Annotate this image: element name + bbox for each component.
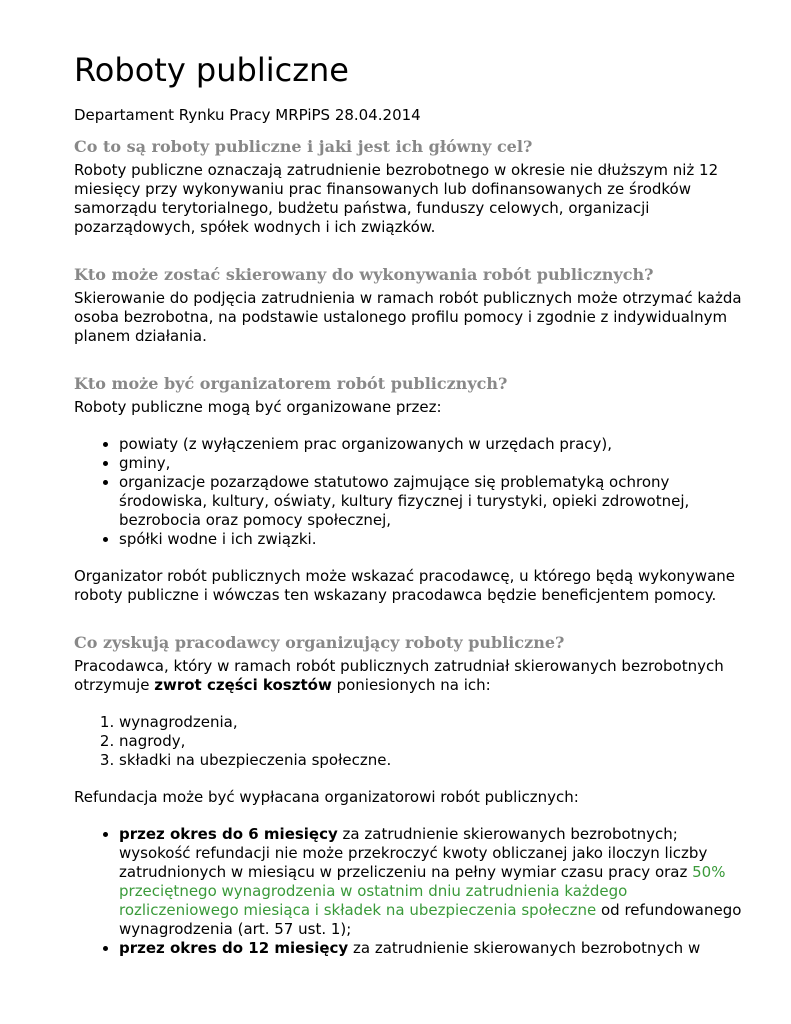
list-item bbox=[119, 825, 751, 939]
section-heading: Co zyskują pracodawcy organizujący roboty publiczne? bbox=[74, 633, 565, 652]
section-heading: Co to są roboty publiczne i jaki jest ich główny cel? bbox=[74, 137, 533, 156]
list-item bbox=[119, 939, 751, 958]
page-title: Roboty publiczne bbox=[74, 51, 349, 89]
bold-text: przez okres do 12 miesięcy bbox=[119, 939, 349, 957]
section-heading: Kto może zostać skierowany do wykonywania robót publicznych? bbox=[74, 265, 654, 284]
section-paragraph: Organizator robót publicznych może wskazać pracodawcę, u którego będą wykonywane roboty publiczne i wówczas ten wskazany pracodawca będzie beneficjentem pomocy. bbox=[74, 567, 736, 604]
list-item: • organizacje pozarządowe statutowo zajmujące się problematyką ochrony środowiska, kultury, oświaty, kultury fizycznej i turystyki, opieki zdrowotnej, bezrobocia oraz pomocy społecznej, bbox=[119, 473, 751, 530]
section-paragraph: Refundacja może być wypłacana organizatorowi robót publicznych: bbox=[74, 788, 579, 806]
list-item: • spółki wodne i ich związki. bbox=[119, 530, 751, 549]
section-paragraph: Roboty publiczne oznaczają zatrudnienie bezrobotnego w okresie nie dłuższym niż 12 miesięcy przy wykonywaniu prac finansowanych lub dofinansowanych ze środków samorządu terytorialnego, budżetu państwa, funduszy celowych, organizacji pozarządowych, spółek wodnych i ich związków. bbox=[74, 161, 719, 236]
bold-text: przez okres do 6 miesięcy bbox=[119, 825, 338, 843]
section-heading: Kto może być organizatorem robót publicznych? bbox=[74, 374, 508, 393]
text-run: za zatrudnienie skierowanych bezrobotnych w bbox=[348, 939, 701, 957]
costs-list bbox=[74, 713, 751, 770]
department-line: Departament Rynku Pracy MRPiPS 28.04.2014 bbox=[74, 106, 421, 124]
list-item: • powiaty (z wyłączeniem prac organizowanych w urzędach pracy), bbox=[119, 435, 751, 454]
section-paragraph: Roboty publiczne mogą być organizowane przez: bbox=[74, 398, 442, 416]
refund-list bbox=[74, 825, 751, 958]
list-item: 1. wynagrodzenia, bbox=[119, 713, 751, 732]
text-run: Pracodawca, który w ramach robót publicznych zatrudniał skierowanych bezrobotnych otrzymuje bbox=[74, 657, 724, 694]
section-paragraph: Skierowanie do podjęcia zatrudnienia w ramach robót publicznych może otrzymać każda osoba bezrobotna, na podstawie ustalonego profilu pomocy i zgodnie z indywidualnym planem działania. bbox=[74, 289, 742, 345]
organizers-list bbox=[74, 435, 751, 549]
list-item: 2. nagrody, bbox=[119, 732, 751, 751]
text-run: poniesionych na ich: bbox=[331, 676, 491, 694]
highlighted-text: 50% przeciętnego wynagrodzenia w ostatnim dniu zatrudnienia każdego rozliczeniowego miesiąca i składek na ubezpieczenia społeczne bbox=[119, 863, 726, 919]
bold-text: zwrot części kosztów bbox=[154, 676, 332, 694]
list-item: 3. składki na ubezpieczenia społeczne. bbox=[119, 751, 751, 770]
section-paragraph bbox=[74, 657, 751, 695]
text-run: za zatrudnienie skierowanych bezrobotnych; wysokość refundacji nie może przekroczyć kwoty obliczanej jako iloczyn liczby zatrudnionych w miesiącu w przeliczeniu na pełny wymiar czasu pracy oraz bbox=[119, 825, 708, 881]
list-item: • gminy, bbox=[119, 454, 751, 473]
text-run: od refundowanego wynagrodzenia (art. 57 ust. 1); bbox=[119, 901, 742, 938]
